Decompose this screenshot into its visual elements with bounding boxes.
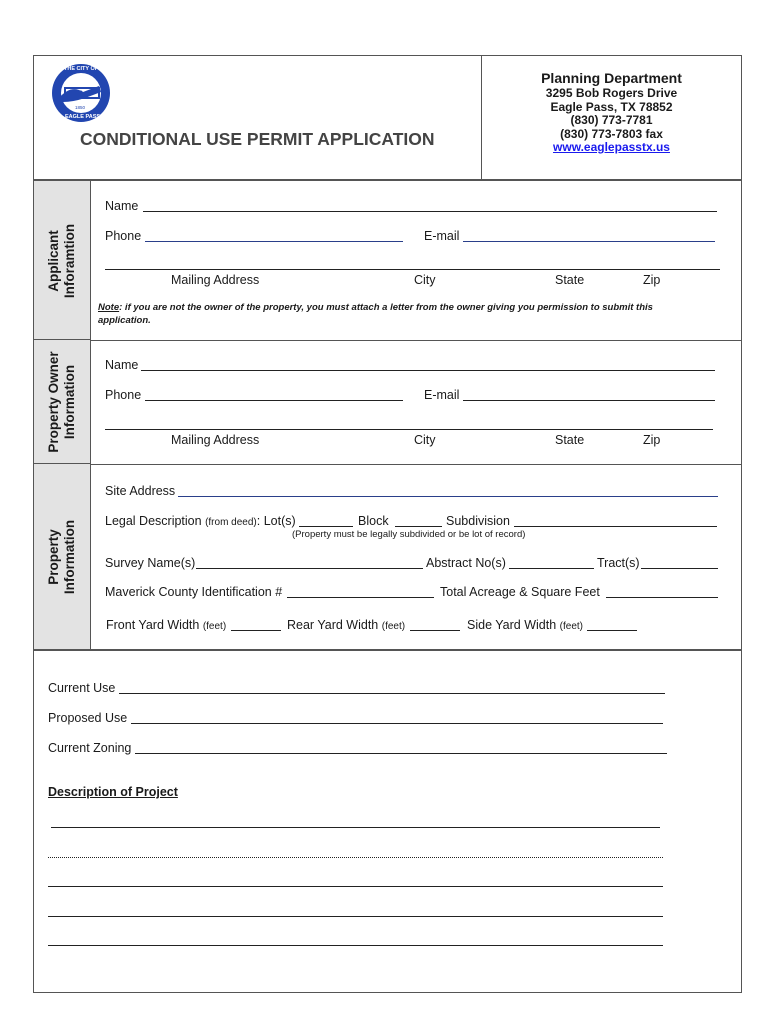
owner-permission-note — [98, 302, 738, 327]
property-section-label — [46, 497, 80, 617]
info-sections-box — [33, 180, 742, 650]
applicant-name-label: Name — [105, 199, 139, 213]
owner-label-line2: Information — [62, 364, 77, 440]
applicant-email-label: E-mail — [424, 229, 460, 243]
city-seal-logo — [49, 62, 113, 124]
owner-zip-label: Zip — [643, 433, 661, 447]
applicant-label-line1: Applicant — [46, 230, 61, 292]
owner-name-field[interactable] — [141, 370, 715, 371]
department-name: Planning Department — [541, 70, 682, 86]
property-label-line1: Property — [46, 529, 61, 585]
survey-names-field[interactable] — [196, 568, 423, 569]
block-field[interactable] — [395, 526, 442, 527]
applicant-section-label — [46, 201, 80, 321]
description-line[interactable] — [51, 827, 660, 828]
applicant-zip-label: Zip — [643, 273, 661, 287]
front-yard-row — [106, 618, 226, 634]
department-city-state: Eagle Pass, TX 78852 — [550, 99, 673, 114]
front-yard-field[interactable] — [231, 630, 281, 631]
subdivision-label: Subdivision — [446, 514, 510, 528]
owner-name-label: Name — [105, 358, 139, 372]
proposed-use-field[interactable] — [131, 723, 663, 724]
from-deed-label: (from deed) — [205, 517, 257, 528]
applicant-address-field[interactable] — [105, 269, 720, 270]
legal-description-row — [105, 514, 296, 530]
side-yard-label: Side Yard Width — [467, 618, 557, 632]
owner-email-label: E-mail — [424, 388, 460, 402]
total-acreage-field[interactable] — [606, 597, 718, 598]
abstract-nos-field[interactable] — [509, 568, 594, 569]
description-line[interactable] — [48, 886, 663, 887]
site-address-field[interactable] — [178, 496, 718, 497]
property-label-line2: Information — [62, 519, 77, 595]
description-line[interactable] — [48, 916, 663, 917]
rear-yard-field[interactable] — [410, 630, 460, 631]
side-yard-row — [467, 618, 583, 634]
abstract-nos-label: Abstract No(s) — [426, 556, 506, 570]
owner-mailing-address-label: Mailing Address — [171, 433, 260, 447]
rear-yard-row — [287, 618, 405, 634]
applicant-phone-label: Phone — [105, 229, 142, 243]
note-text-line2: application. — [98, 314, 151, 326]
note-text-line1: : if you are not the owner of the property, you must attach a letter from the owner giving you permission to submit this — [119, 302, 653, 313]
owner-state-label: State — [555, 433, 585, 447]
owner-phone-field[interactable] — [145, 400, 403, 401]
logo-text-bottom: EAGLE PASS — [65, 114, 101, 120]
description-of-project-heading: Description of Project — [48, 785, 178, 799]
department-info — [481, 70, 742, 155]
department-website-link[interactable]: www.eaglepasstx.us — [553, 140, 670, 154]
applicant-name-field[interactable] — [143, 211, 717, 212]
current-zoning-field[interactable] — [135, 753, 667, 754]
legal-description-label: Legal Description — [105, 514, 202, 528]
department-phone: (830) 773-7781 — [570, 113, 653, 127]
side-yard-field[interactable] — [587, 630, 637, 631]
description-line[interactable] — [48, 945, 663, 946]
description-line[interactable] — [48, 857, 663, 858]
applicant-label-line2: Inforamtion — [62, 223, 77, 299]
note-label: Note — [98, 302, 120, 313]
svg-text:EP: EP — [71, 89, 84, 99]
owner-email-field[interactable] — [463, 400, 715, 401]
front-yard-label: Front Yard Width — [106, 618, 200, 632]
department-fax: (830) 773-7803 fax — [560, 126, 663, 141]
applicant-state-label: State — [555, 273, 585, 287]
applicant-phone-field[interactable] — [145, 241, 403, 242]
side-yard-unit: (feet) — [559, 621, 583, 632]
owner-address-field[interactable] — [105, 429, 713, 430]
proposed-use-label: Proposed Use — [48, 711, 128, 725]
tracts-label: Tract(s) — [597, 556, 640, 570]
logo-year: 1850 — [75, 105, 86, 110]
applicant-email-field[interactable] — [463, 241, 715, 242]
subdivision-field[interactable] — [514, 526, 717, 527]
current-zoning-label: Current Zoning — [48, 741, 132, 755]
lots-label: : Lot(s) — [256, 514, 296, 528]
owner-section-label — [46, 331, 80, 473]
section-divider — [91, 340, 741, 341]
use-description-box — [33, 650, 742, 993]
section-divider — [91, 464, 741, 465]
total-acreage-label: Total Acreage & Square Feet — [440, 585, 600, 599]
tracts-field[interactable] — [641, 568, 718, 569]
site-address-label: Site Address — [105, 484, 176, 498]
current-use-field[interactable] — [119, 693, 665, 694]
owner-city-label: City — [414, 433, 436, 447]
logo-text-top: THE CITY OF — [64, 66, 99, 72]
applicant-mailing-address-label: Mailing Address — [171, 273, 260, 287]
block-label: Block — [358, 514, 389, 528]
county-id-label: Maverick County Identification # — [105, 585, 283, 599]
rear-yard-label: Rear Yard Width — [287, 618, 379, 632]
rear-yard-unit: (feet) — [381, 621, 406, 632]
current-use-label: Current Use — [48, 681, 116, 695]
owner-phone-label: Phone — [105, 388, 142, 402]
applicant-city-label: City — [414, 273, 436, 287]
subdivided-note: (Property must be legally subdivided or be lot of record) — [292, 529, 526, 540]
department-address: 3295 Bob Rogers Drive — [545, 86, 678, 100]
county-id-field[interactable] — [287, 597, 434, 598]
front-yard-unit: (feet) — [202, 621, 227, 632]
lots-field[interactable] — [299, 526, 353, 527]
survey-names-label: Survey Name(s) — [105, 556, 196, 570]
owner-label-line1: Property Owner — [46, 351, 61, 453]
form-title: CONDITIONAL USE PERMIT APPLICATION — [80, 129, 435, 149]
